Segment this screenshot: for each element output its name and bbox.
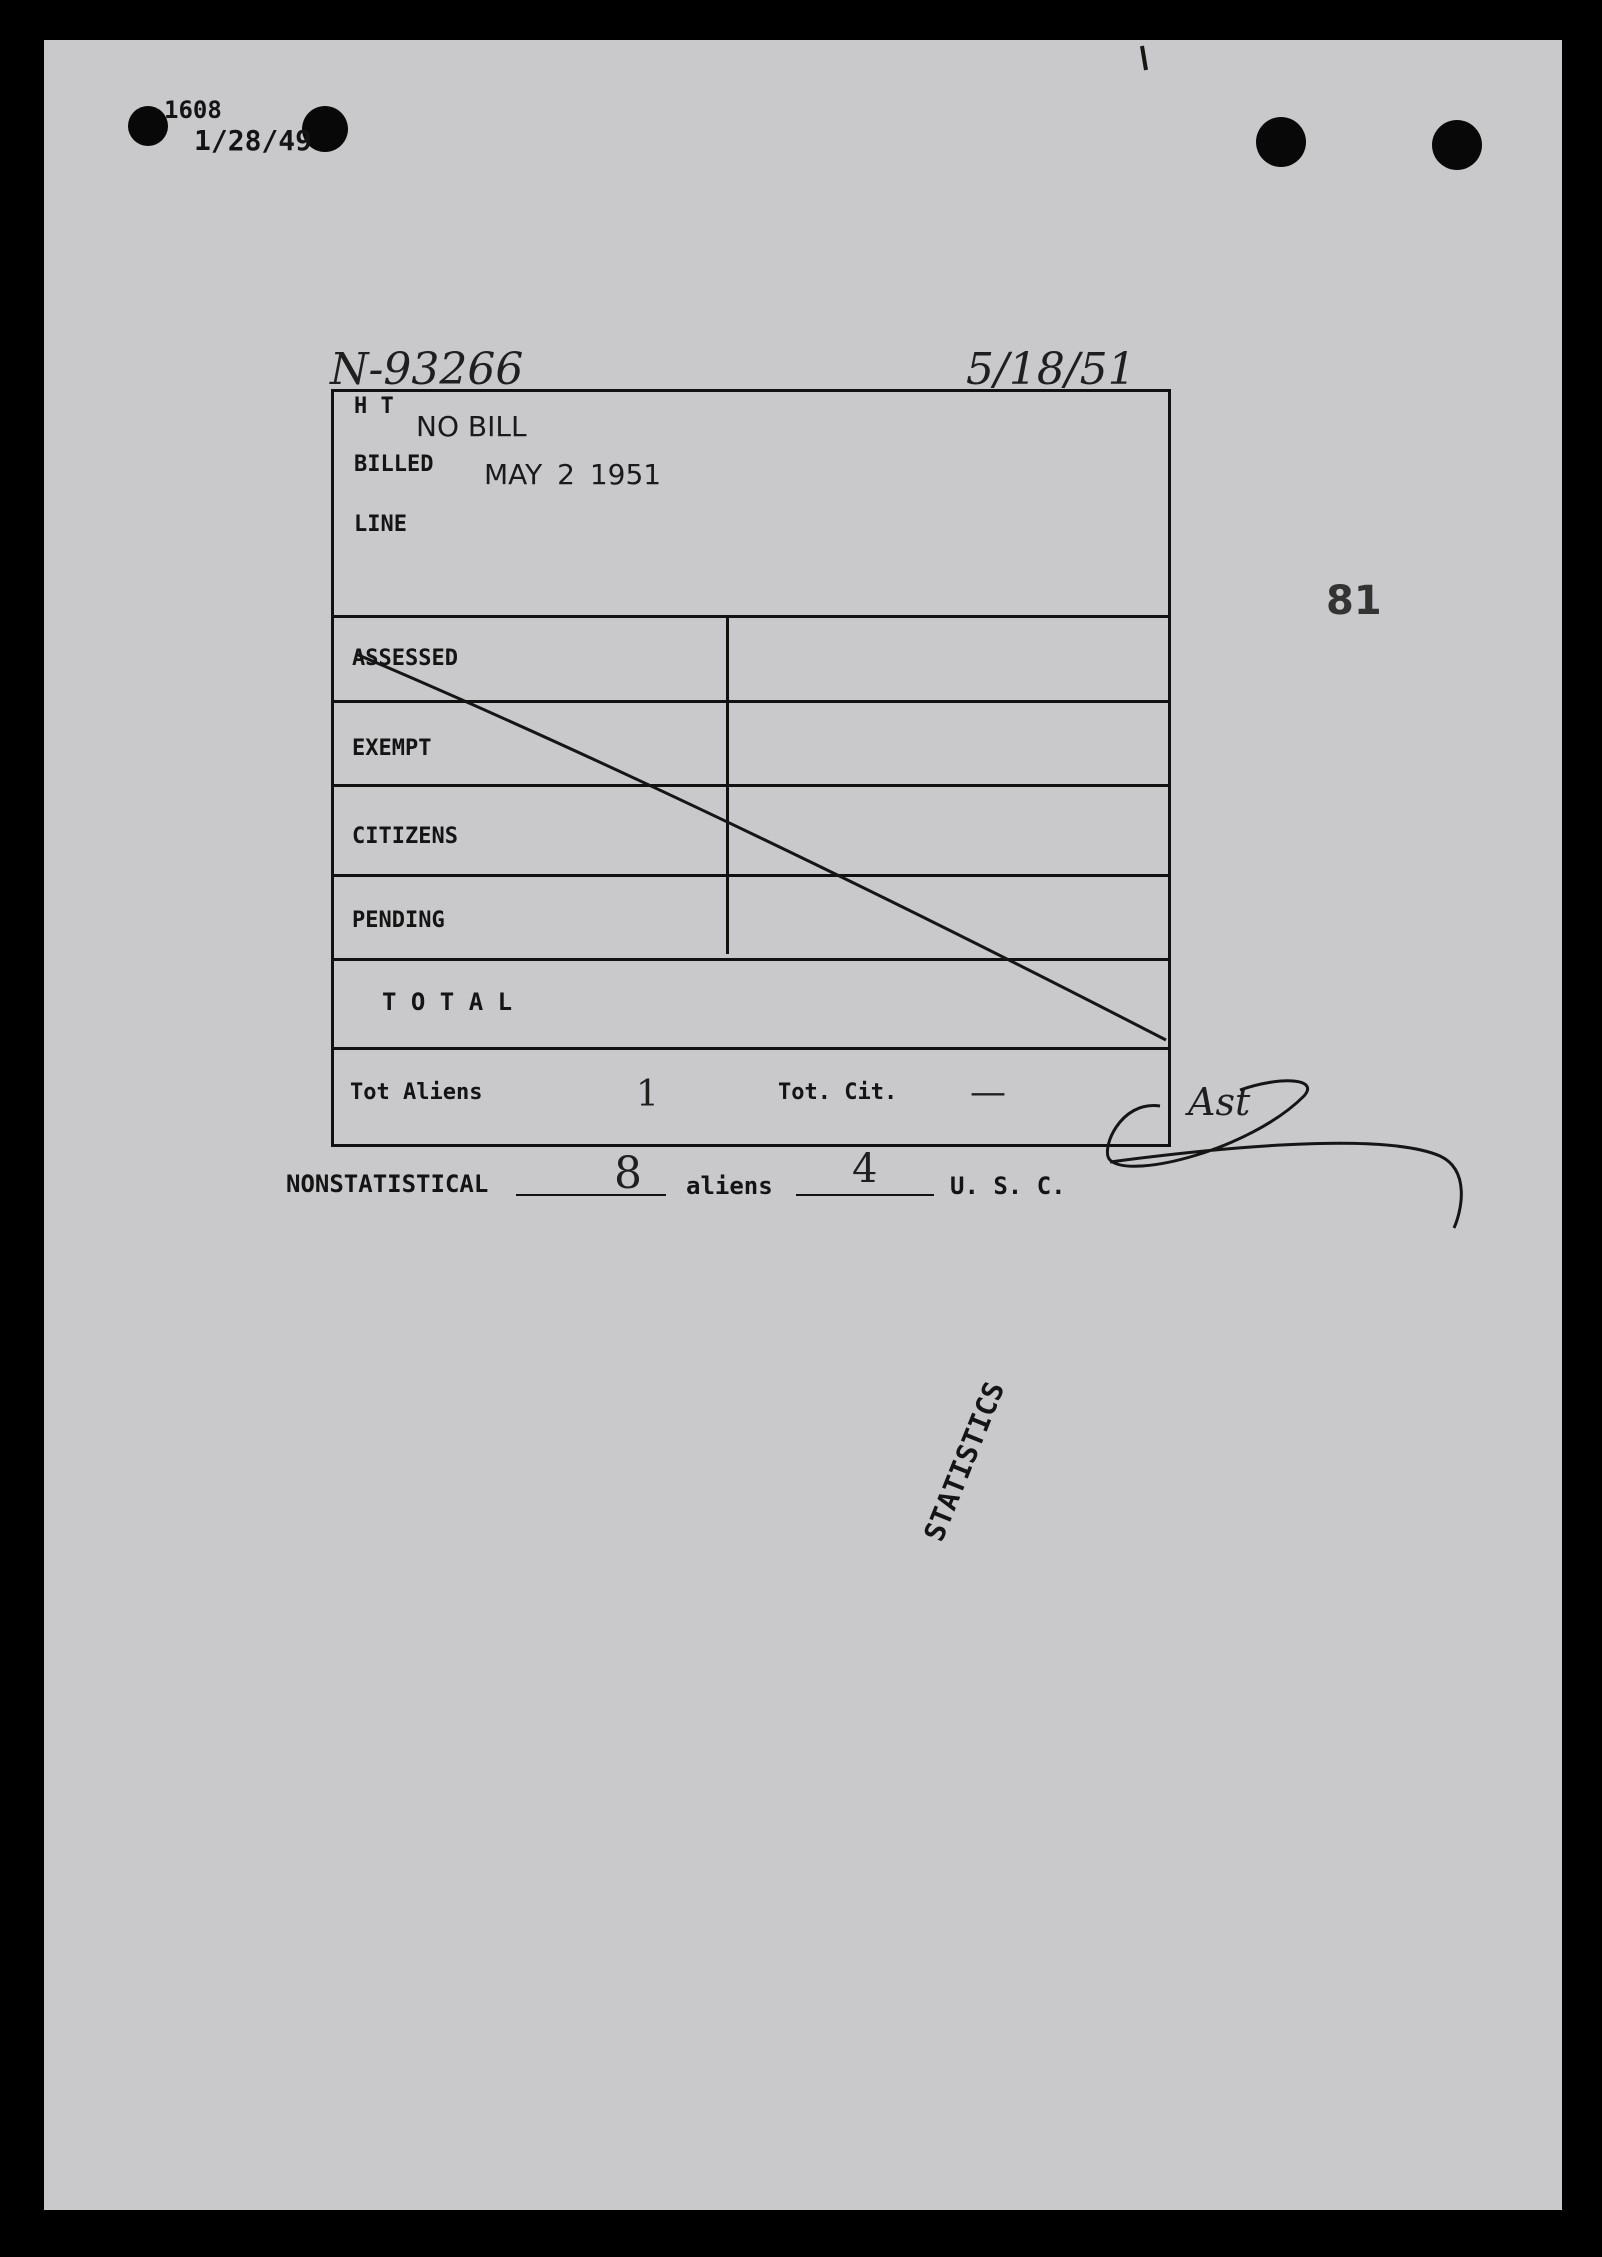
initials: Ast	[1188, 1080, 1251, 1124]
total-label: T O T A L	[382, 988, 513, 1016]
diagonal-strike-line	[356, 654, 1166, 1040]
tot-cit-label: Tot. Cit.	[778, 1080, 898, 1105]
line-label: LINE	[354, 512, 407, 537]
exempt-label: EXEMPT	[352, 736, 432, 761]
file-number: N-93266	[330, 344, 524, 395]
nonstatistical-label: NONSTATISTICAL	[286, 1170, 489, 1198]
tot-aliens-value: 1	[636, 1074, 659, 1115]
initials-loop	[1107, 1081, 1461, 1228]
pending-label: PENDING	[352, 908, 445, 933]
nonstatistical-aliens-value: 8	[614, 1148, 642, 1199]
ht-label: H T	[354, 394, 394, 419]
top-edge-mark	[1142, 46, 1146, 70]
statistics-stamp: STATISTICS	[917, 1377, 1012, 1546]
tot-aliens-label: Tot Aliens	[350, 1080, 483, 1105]
aliens-label: aliens	[686, 1172, 773, 1200]
form-date: 1/28/49	[194, 124, 313, 157]
no-bill-stamp: NO BILL	[416, 410, 527, 443]
tot-cit-value: —	[970, 1072, 1006, 1113]
date-written: 5/18/51	[966, 344, 1136, 395]
assessed-label: ASSESSED	[352, 646, 458, 671]
nonstatistical-usc-value: 4	[852, 1146, 878, 1192]
billed-label: BILLED	[354, 452, 434, 477]
citizens-label: CITIZENS	[352, 824, 458, 849]
billed-date-stamp: MAY 2 1951	[484, 458, 662, 491]
side-number-stamp: 81	[1326, 578, 1382, 624]
form-number: 1608	[164, 96, 222, 124]
usc-label: U. S. C.	[950, 1172, 1066, 1200]
